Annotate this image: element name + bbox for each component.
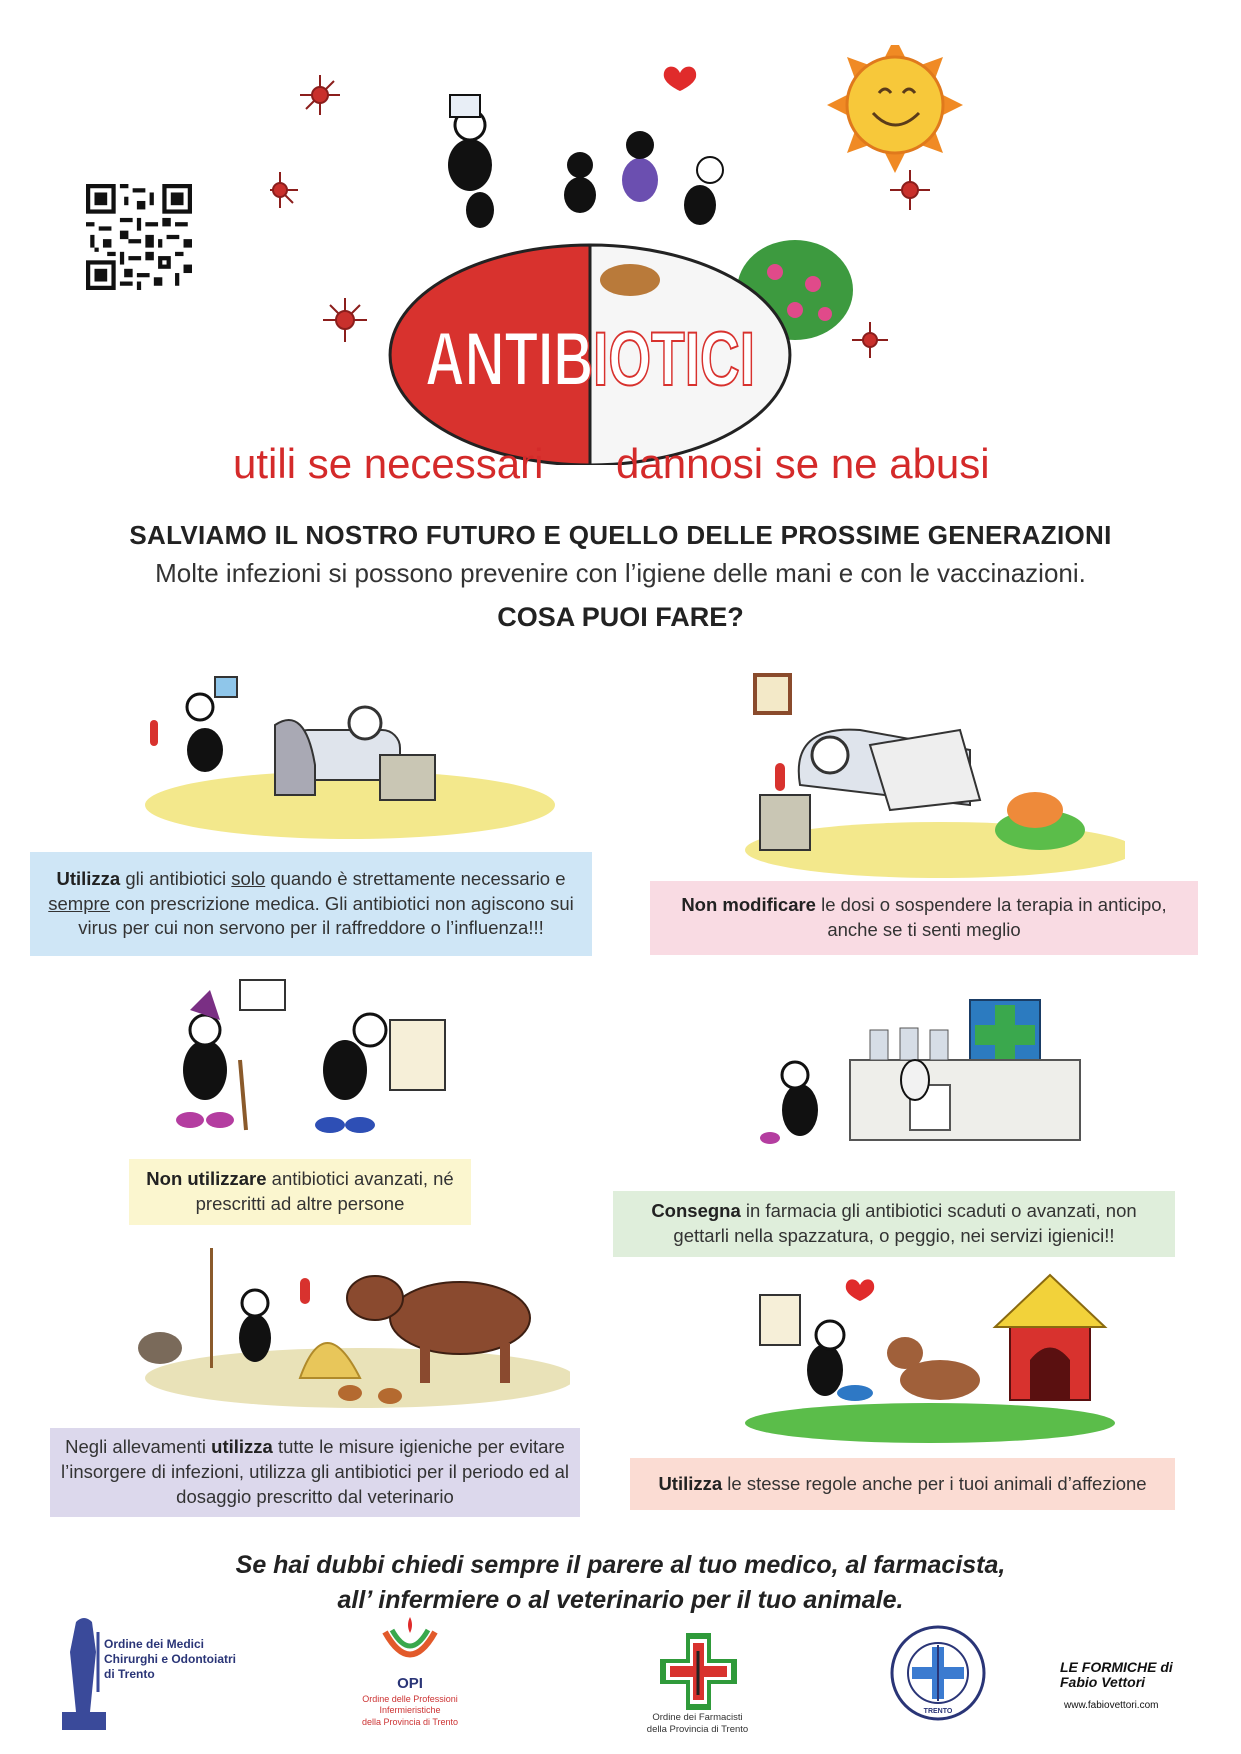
virus-icon (323, 298, 367, 342)
tagline-useful: utili se necessari (233, 440, 544, 487)
tip-4-bold: Consegna (651, 1200, 741, 1222)
tip-3-bold: Non utilizzare (146, 1168, 267, 1190)
medici-emblem-icon (58, 1612, 110, 1732)
tip-box-pets: Utilizza le stesse regole anche per i tuoi animali d’affezione (630, 1458, 1175, 1510)
pill (390, 245, 790, 465)
qr-code (86, 184, 192, 290)
tip-5-bold: utilizza (211, 1436, 273, 1458)
farmacisti-cross-icon (660, 1633, 737, 1710)
virus-icon (852, 322, 888, 358)
heart-icon (664, 67, 696, 91)
veterinari-city: TRENTO (923, 1708, 953, 1715)
farmacisti-logo-text: Ordine dei Farmacisti della Provincia di Trento (646, 1712, 749, 1735)
medici-logo-text: Ordine dei Medici Chirurghi e Odontoiatri di Trento (104, 1637, 236, 1681)
pill-label: ANTIBIOTICI (425, 317, 755, 402)
virus-icon (300, 75, 340, 115)
page-headline: SALVIAMO IL NOSTRO FUTURO E QUELLO DELLE PROSSIME GENERAZIONI (129, 520, 1112, 550)
virus-icon (890, 170, 930, 210)
tip-1-bold: Utilizza (56, 867, 121, 889)
section-question: COSA PUOI FARE? (497, 602, 744, 632)
old-ant-and-doctor-illustration (160, 960, 480, 1145)
antibiotic-pill-illustration (270, 45, 1020, 465)
sun-icon (827, 45, 963, 173)
pharmacy-illustration (740, 990, 1130, 1180)
opi-acronym: OPI (397, 1675, 423, 1692)
tip-box-do-not-reuse: Non utilizzare antibiotici avanzati, né prescritti ad altre persone (129, 1159, 471, 1225)
tip-2-bold: Non modificare (681, 894, 816, 916)
dog-and-doghouse-illustration (740, 1265, 1120, 1445)
formiche-url: www.fabiovettori.com (1064, 1700, 1159, 1711)
tip-6-bold: Utilizza (658, 1472, 723, 1494)
tip-box-do-not-modify: Non modificare le dosi o sospendere la terapia in anticipo, anche se ti senti meglio (650, 881, 1198, 955)
virus-icon (270, 172, 298, 208)
heart-icon (846, 1279, 874, 1301)
formiche-logo: LE FORMICHE di Fabio Vettori (1060, 1659, 1173, 1691)
tagline-harmful: dannosi se ne abusi (616, 440, 990, 487)
opi-logo-icon (380, 1612, 440, 1672)
veterinari-seal-icon (890, 1625, 986, 1721)
tip-box-return-to-pharmacy: Consegna in farmacia gli antibiotici scaduti o avanzati, non gettarli nella spazzatura, o peggio, nei servizi igienici!! (613, 1191, 1175, 1257)
farm-illustration (130, 1238, 570, 1416)
tip-box-use-only-when-needed: Utilizza gli antibiotici solo quando è strettamente necessario e sempre con prescrizione medica. Gli antibiotici non agiscono sui virus per cui non servono per il raffreddore o l’influenza!!! (30, 852, 592, 956)
tip-box-livestock: Negli allevamenti utilizza tutte le misure igieniche per evitare l’insorgere di infezioni, utilizza gli antibiotici per il periodo ed al dosaggio prescritto dal veterinario (50, 1428, 580, 1517)
opi-logo-text: Ordine delle Professioni Infermieristiche della Provincia di Trento (361, 1694, 459, 1727)
page-subline: Molte infezioni si possono prevenire con l’igiene delle mani e con le vaccinazioni. (155, 558, 1086, 588)
closing-advice: Se hai dubbi chiedi sempre il parere al tuo medico, al farmacista, all’ infermiere o al veterinario per il tuo animale. (235, 1551, 1006, 1614)
patient-in-bed-illustration (740, 665, 1125, 880)
sick-bed-illustration (140, 645, 560, 840)
